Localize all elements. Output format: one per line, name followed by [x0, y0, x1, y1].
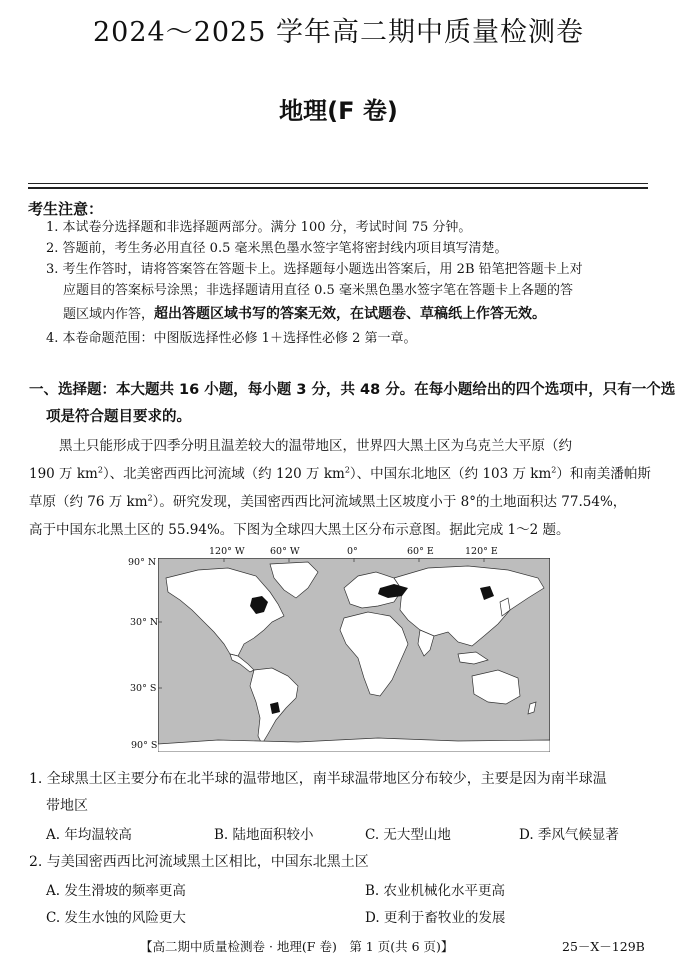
passage-text: ）。研究发现，美国密西西比河流域黑土区坡度小于 8°的土地面积达 77.54%，	[152, 494, 627, 510]
notice-item-3-tail: 题区域内作答，	[63, 307, 155, 322]
question-2-option-a: A. 发生滑坡的频率更高	[46, 883, 186, 899]
notice-emphasis: 超出答题区域书写的答案无效，在试题卷、草稿纸上作答无效。	[154, 306, 547, 322]
question-1-stem: 1. 全球黑土区主要分布在北半球的温带地区，南半球温带地区分布较少，主要是因为南半球温	[29, 771, 607, 787]
passage-text: 190 万 km	[29, 466, 98, 482]
header-rule-thick	[28, 187, 648, 189]
passage-line-4: 高于中国东北黑土区的 55.94%。下图为全球四大黑土区分布示意图。据此完成 1～2 题。	[29, 522, 570, 538]
question-1-stem-cont: 带地区	[46, 798, 88, 814]
section-heading-line1: 一、选择题：本大题共 16 小题，每小题 3 分，共 48 分。在每小题给出的四个选项中，只有一个选	[29, 382, 676, 398]
question-2-stem: 2. 与美国密西西比河流域黑土区相比，中国东北黑土区	[29, 854, 369, 870]
footer-code: 25－X－129B	[562, 939, 645, 954]
question-2-option-c: C. 发生水蚀的风险更大	[46, 910, 186, 926]
map-label-30n: 30° N	[130, 617, 159, 628]
question-2-option-b: B. 农业机械化水平更高	[365, 883, 506, 899]
question-1-option-a: A. 年均温较高	[46, 827, 132, 843]
question-1-option-d: D. 季风气候显著	[519, 827, 619, 843]
map-label-60w: 60° W	[270, 546, 300, 557]
map-label-120w: 120° W	[209, 546, 245, 557]
subject-title: 地理(F 卷)	[279, 97, 398, 125]
passage-text: ）和南美潘帕斯	[556, 466, 651, 482]
question-1-option-c: C. 无大型山地	[365, 827, 451, 843]
map-label-90n: 90° N	[128, 557, 157, 568]
notice-item-1: 1. 本试卷分选择题和非选择题两部分。满分 100 分，考试时间 75 分钟。	[46, 220, 472, 235]
notice-heading: 考生注意：	[28, 200, 104, 218]
map-label-90s: 90° S	[131, 740, 158, 751]
map-label-120e: 120° E	[465, 546, 498, 557]
passage-text: ）、中国东北地区（约 103 万 km	[349, 466, 552, 482]
superscript: 2	[97, 465, 103, 475]
passage-line-1: 黑土只能形成于四季分明且温差较大的温带地区，世界四大黑土区为乌克兰大平原（约	[59, 438, 572, 454]
map-label-30s: 30° S	[130, 683, 157, 694]
superscript: 2	[344, 465, 350, 475]
passage-line-2	[29, 462, 651, 482]
map-label-0: 0°	[347, 546, 358, 557]
notice-item-3-cont: 应题目的答案标号涂黑；非选择题请用直径 0.5 毫米黑色墨水签字笔在答题卡上各题的答	[63, 283, 573, 298]
passage-text: ）、北美密西西比河流域（约 120 万 km	[102, 466, 345, 482]
map-label-60e: 60° E	[407, 546, 434, 557]
superscript: 2	[551, 465, 557, 475]
world-map	[158, 558, 550, 752]
superscript: 2	[147, 493, 153, 503]
question-2-option-d: D. 更利于畜牧业的发展	[365, 910, 506, 926]
question-1-option-b: B. 陆地面积较小	[214, 827, 314, 843]
footer-page-info: 【高二期中质量检测卷 · 地理(F 卷) 第 1 页(共 6 页)】	[140, 939, 454, 954]
header-rule-thin	[28, 183, 648, 184]
notice-item-3-end	[63, 304, 546, 325]
notice-item-4: 4. 本卷命题范围：中图版选择性必修 1＋选择性必修 2 第一章。	[46, 331, 417, 346]
notice-item-2: 2. 答题前，考生务必用直径 0.5 毫米黑色墨水签字笔将密封线内项目填写清楚。	[46, 241, 508, 256]
exam-title: 2024～2025 学年高二期中质量检测卷	[92, 17, 584, 48]
section-heading-line2: 项是符合题目要求的。	[46, 409, 191, 425]
notice-item-3: 3. 考生作答时，请将答案答在答题卡上。选择题每小题选出答案后，用 2B 铅笔把答题卡上对	[46, 262, 583, 277]
passage-line-3	[29, 490, 626, 510]
passage-text: 草原（约 76 万 km	[29, 494, 148, 510]
